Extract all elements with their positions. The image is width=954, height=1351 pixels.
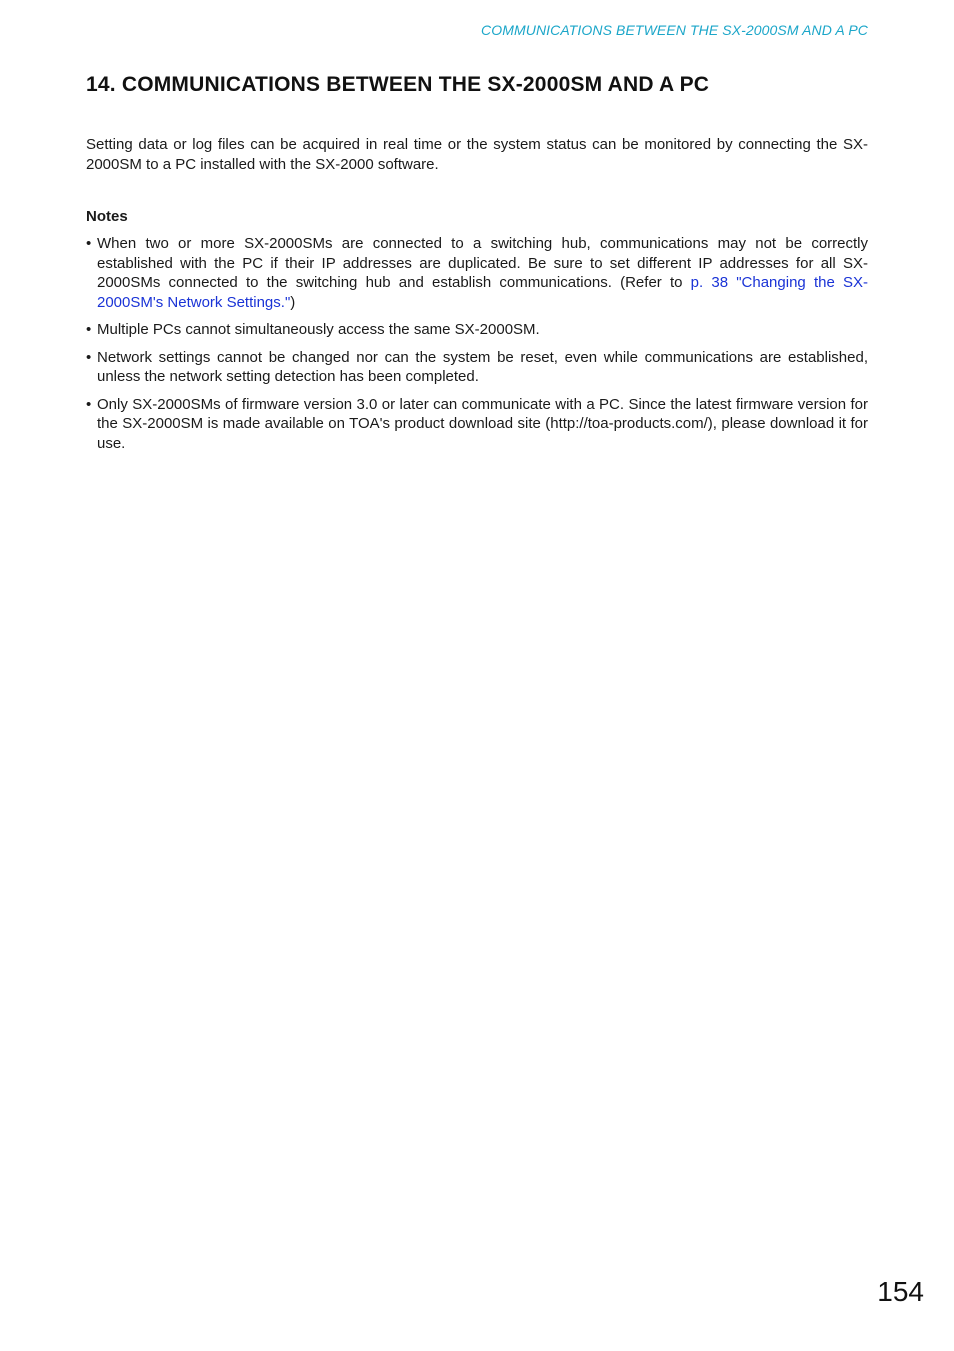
note-text-end: ) [290, 293, 296, 311]
note-item [86, 234, 868, 312]
notes-heading: Notes [86, 208, 128, 225]
bullet-icon: • [86, 235, 92, 252]
bullet-icon: • [86, 321, 92, 338]
running-header: COMMUNICATIONS BETWEEN THE SX-2000SM AND A PC [481, 22, 868, 38]
network-settings-link[interactable]: p. 38 "Changing the SX-2000SM's Network Settings." [97, 274, 868, 311]
note-item [86, 348, 868, 387]
note-text: Network settings cannot be changed nor can the system be reset, even while communications are established, unless the network setting detection has been completed. [97, 348, 868, 385]
page-number: 154 [877, 1276, 924, 1307]
note-item [86, 395, 868, 454]
note-text: Multiple PCs cannot simultaneously access the same SX-2000SM. [97, 321, 540, 338]
notes-list [86, 234, 868, 461]
bullet-icon: • [86, 395, 92, 413]
note-item [86, 320, 868, 340]
note-text: When two or more SX-2000SMs are connected to a switching hub, communications may not be correctly established with the PC if their IP addresses are duplicated. Be sure to set different IP addresses for all SX-2000SMs connected to the switching hub and establish communications. (Refer to [97, 235, 868, 291]
note-text: Only SX-2000SMs of firmware version 3.0 or later can communicate with a PC. Since the latest firmware version for the SX-2000SM is made available on TOA's product download site (http://toa-products.com/), please download it for use. [97, 395, 868, 452]
section-title: 14. COMMUNICATIONS BETWEEN THE SX-2000SM AND A PC [86, 73, 710, 96]
intro-paragraph: Setting data or log files can be acquired in real time or the system status can be monitored by connecting the SX-2000SM to a PC installed with the SX-2000 software. [86, 136, 868, 173]
bullet-icon: • [86, 348, 92, 366]
